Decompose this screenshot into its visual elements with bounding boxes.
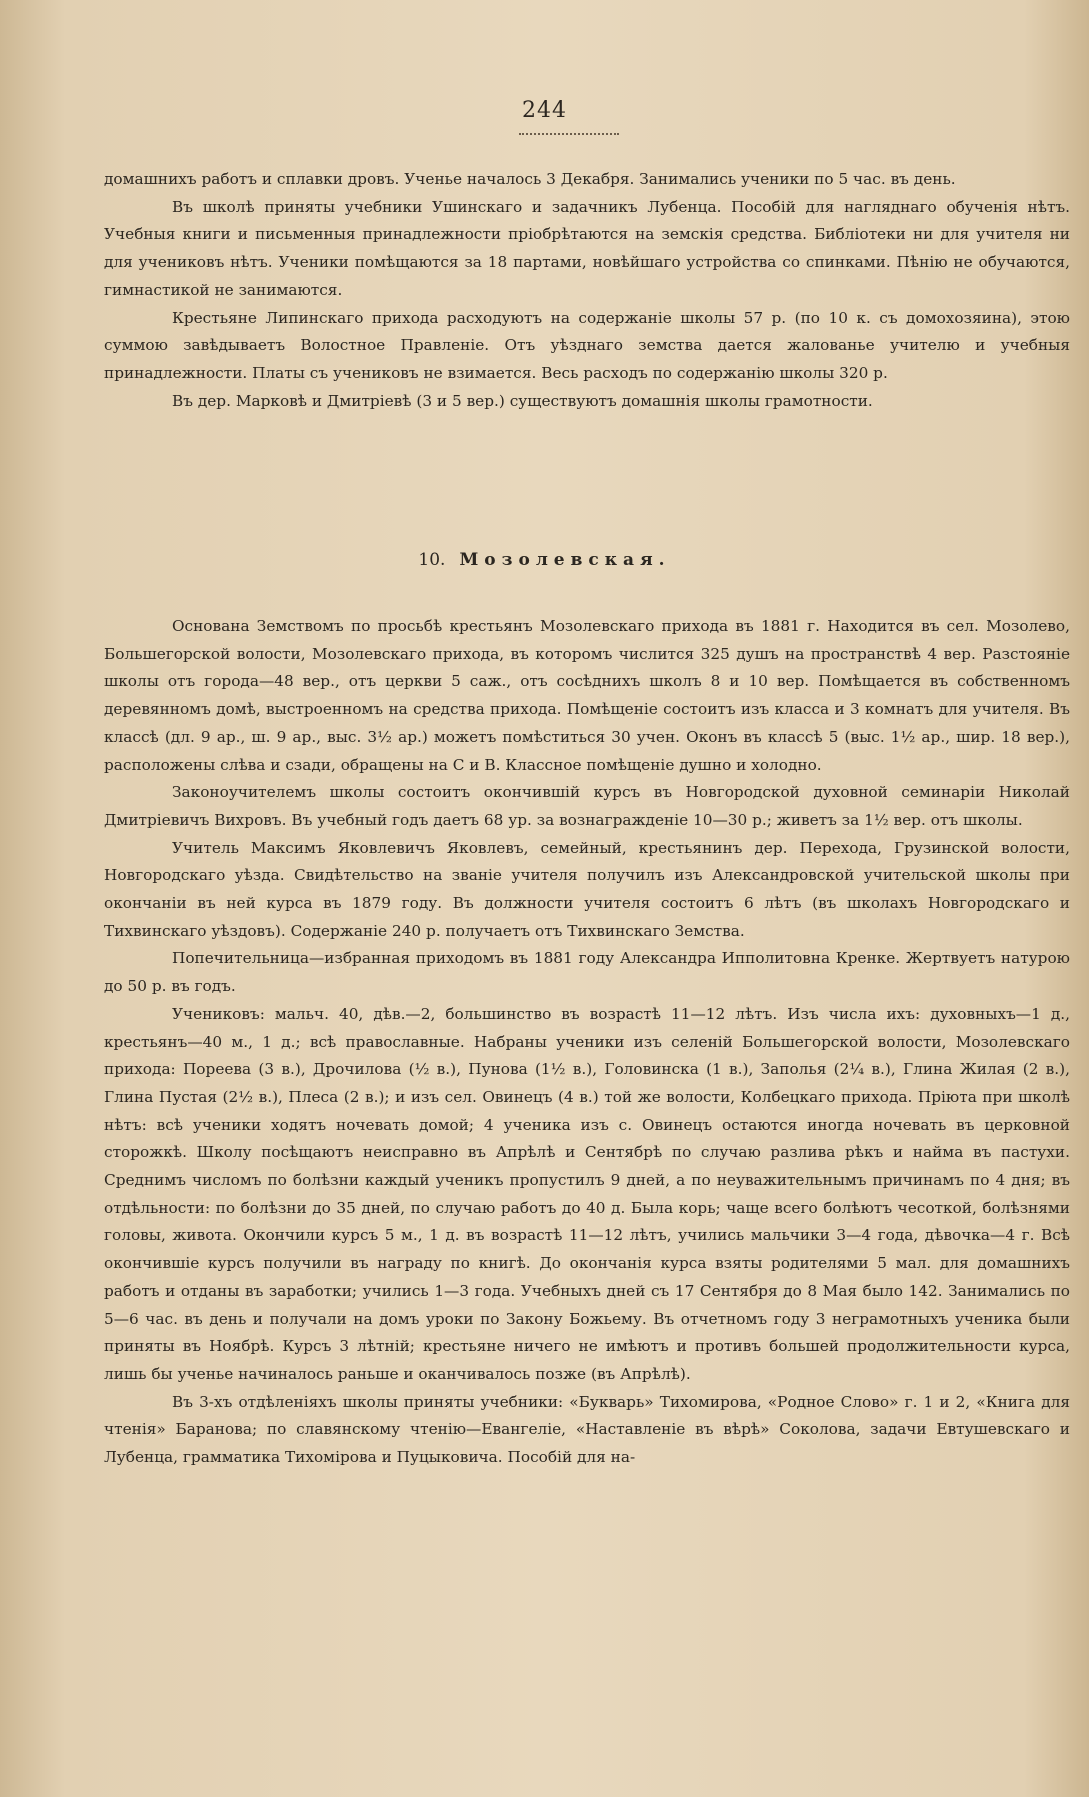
paragraph: Учениковъ: мальч. 40, дѣв.—2, большинство въ возрастѣ 11—12 лѣтъ. Изъ числа ихъ: духовныхъ—1 д., крестьянъ—40 м., 1 д.; всѣ православные. Набраны ученики изъ селеній Большегорской волости, Мозолевскаго прихода: Пореева (3 в.), Дрочилова (½ в.), Пунова (1½ в.), Головинска (1 в.), Заполья (2¼ в.), Глина Жилая (2 в.), Глина Пустая (2½ в.), Плеса (2 в.); и изъ сел. Овинецъ (4 в.) той же волости, Колбецкаго прихода. Пріюта при школѣ нѣтъ: всѣ ученики ходятъ ночевать домой; 4 ученика изъ с. Овинецъ остаются иногда ночевать въ церковной сторожкѣ. Школу посѣщаютъ неисправно въ Апрѣлѣ и Сентябрѣ по случаю разлива рѣкъ и найма въ пастухи. Среднимъ числомъ по болѣзни каждый ученикъ пропустилъ 9 дней, а по неуважительнымъ причинамъ по 4 дня; въ отдѣльности: по болѣзни до 35 дней, по случаю работъ до 40 д. Была корь; чаще всего болѣютъ чесоткой, болѣзнями головы, живота. Окончили курсъ 5 м., 1 д. въ возрастѣ 11—12 лѣтъ, учились мальчики 3—4 года, дѣвочка—4 г. Всѣ окончившіе курсъ получили въ награду по книгѣ. До окончанія курса взяты родителями 5 мал. для домашнихъ работъ и отданы въ заработки; учились 1—3 года. Учебныхъ дней съ 17 Сентября до 8 Мая было 142. Занимались по 5—6 час. въ день и получали на домъ уроки по Закону Божьему. Въ отчетномъ году 3 неграмотныхъ ученика были приняты въ Ноябрѣ. Курсъ 3 лѣтній; крестьяне ничего не имѣютъ и противъ большей продолжительности курса, лишь бы ученье начиналось раньше и оканчивалось позже (въ Апрѣлѣ).: [104, 1004, 1070, 1383]
section-title: Мозолевская.: [459, 550, 671, 570]
paragraph: Попечительница—избранная приходомъ въ 1881 году Александра Ипполитовна Кренке. Жертвуетъ натурою до 50 р. въ годъ.: [104, 949, 1070, 996]
page-number: 244: [522, 98, 567, 123]
paragraph: Въ дер. Марковѣ и Дмитріевѣ (3 и 5 вер.) существуютъ домашнія школы грамотности.: [172, 391, 873, 410]
section-mozolevskaya-text: [104, 613, 1070, 1472]
section-number: 10.: [418, 550, 446, 570]
section-previous-school-text: [104, 166, 1070, 415]
page-number-ornament: [519, 130, 619, 135]
section-heading: [0, 550, 1089, 570]
paragraph: Крестьяне Липинскаго прихода расходуютъ на содержаніе школы 57 р. (по 10 к. съ домохозяина), этою суммою завѣдываетъ Волостное Правленіе. Отъ уѣзднаго земства дается жалованье учителю и учебныя принадлежности. Платы съ учениковъ не взимается. Весь расходъ по содержанію школы 320 р.: [104, 308, 1070, 382]
paragraph: Основана Земствомъ по просьбѣ крестьянъ Мозолевскаго прихода въ 1881 г. Находится въ сел. Мозолево, Большегорской волости, Мозолевскаго прихода, въ которомъ числится 325 душъ на пространствѣ 4 вер. Разстояніе школы отъ города—48 вер., отъ церкви 5 саж., отъ сосѣднихъ школъ 8 и 10 вер. Помѣщается въ собственномъ деревянномъ домѣ, выстроенномъ на средства прихода. Помѣщеніе состоитъ изъ класса и 3 комнатъ для учителя. Въ классѣ (дл. 9 ар., ш. 9 ар., выс. 3½ ар.) можетъ помѣститься 30 учен. Оконъ въ классѣ 5 (выс. 1½ ар., шир. 18 вер.), расположены слѣва и сзади, обращены на С и В. Классное помѣщеніе душно и холодно.: [104, 617, 1070, 774]
paragraph: Законоучителемъ школы состоитъ окончившій курсъ въ Новгородской духовной семинаріи Николай Дмитріевичъ Вихровъ. Въ учебный годъ даетъ 68 ур. за вознагражденіе 10—30 р.; живетъ за 1½ вер. отъ школы.: [104, 783, 1070, 829]
paragraph: Въ 3-хъ отдѣленіяхъ школы приняты учебники: «Букварь» Тихомирова, «Родное Слово» г. 1 и 2, «Книга для чтенія» Баранова; по славянскому чтенію—Евангеліе, «Наставленіе въ вѣрѣ» Соколова, задачи Евтушевскаго и Лубенца, грамматика Тихомірова и Пуцыковича. Пособій для на-: [104, 1392, 1070, 1467]
paragraph: Учитель Максимъ Яковлевичъ Яковлевъ, семейный, крестьянинъ дер. Перехода, Грузинской волости, Новгородскаго уѣзда. Свидѣтельство на званіе учителя получилъ изъ Александровской учительской школы при окончаніи въ ней курса въ 1879 году. Въ должности учителя состоитъ 6 лѣтъ (въ школахъ Новгородскаго и Тихвинскаго уѣздовъ). Содержаніе 240 р. получаетъ отъ Тихвинскаго Земства.: [104, 838, 1070, 940]
paragraph: домашнихъ работъ и сплавки дровъ. Ученье началось 3 Декабря. Занимались ученики по 5 час. въ день.: [104, 170, 956, 188]
paragraph: Въ школѣ приняты учебники Ушинскаго и задачникъ Лубенца. Пособій для нагляднаго обученія нѣтъ. Учебныя книги и письменныя принадлежности пріобрѣтаются на земскія средства. Библіотеки ни для учителя ни для учениковъ нѣтъ. Ученики помѣщаются за 18 партами, новѣйшаго устройства со спинками. Пѣнію не обучаются, гимнастикой не занимаются.: [104, 197, 1070, 299]
